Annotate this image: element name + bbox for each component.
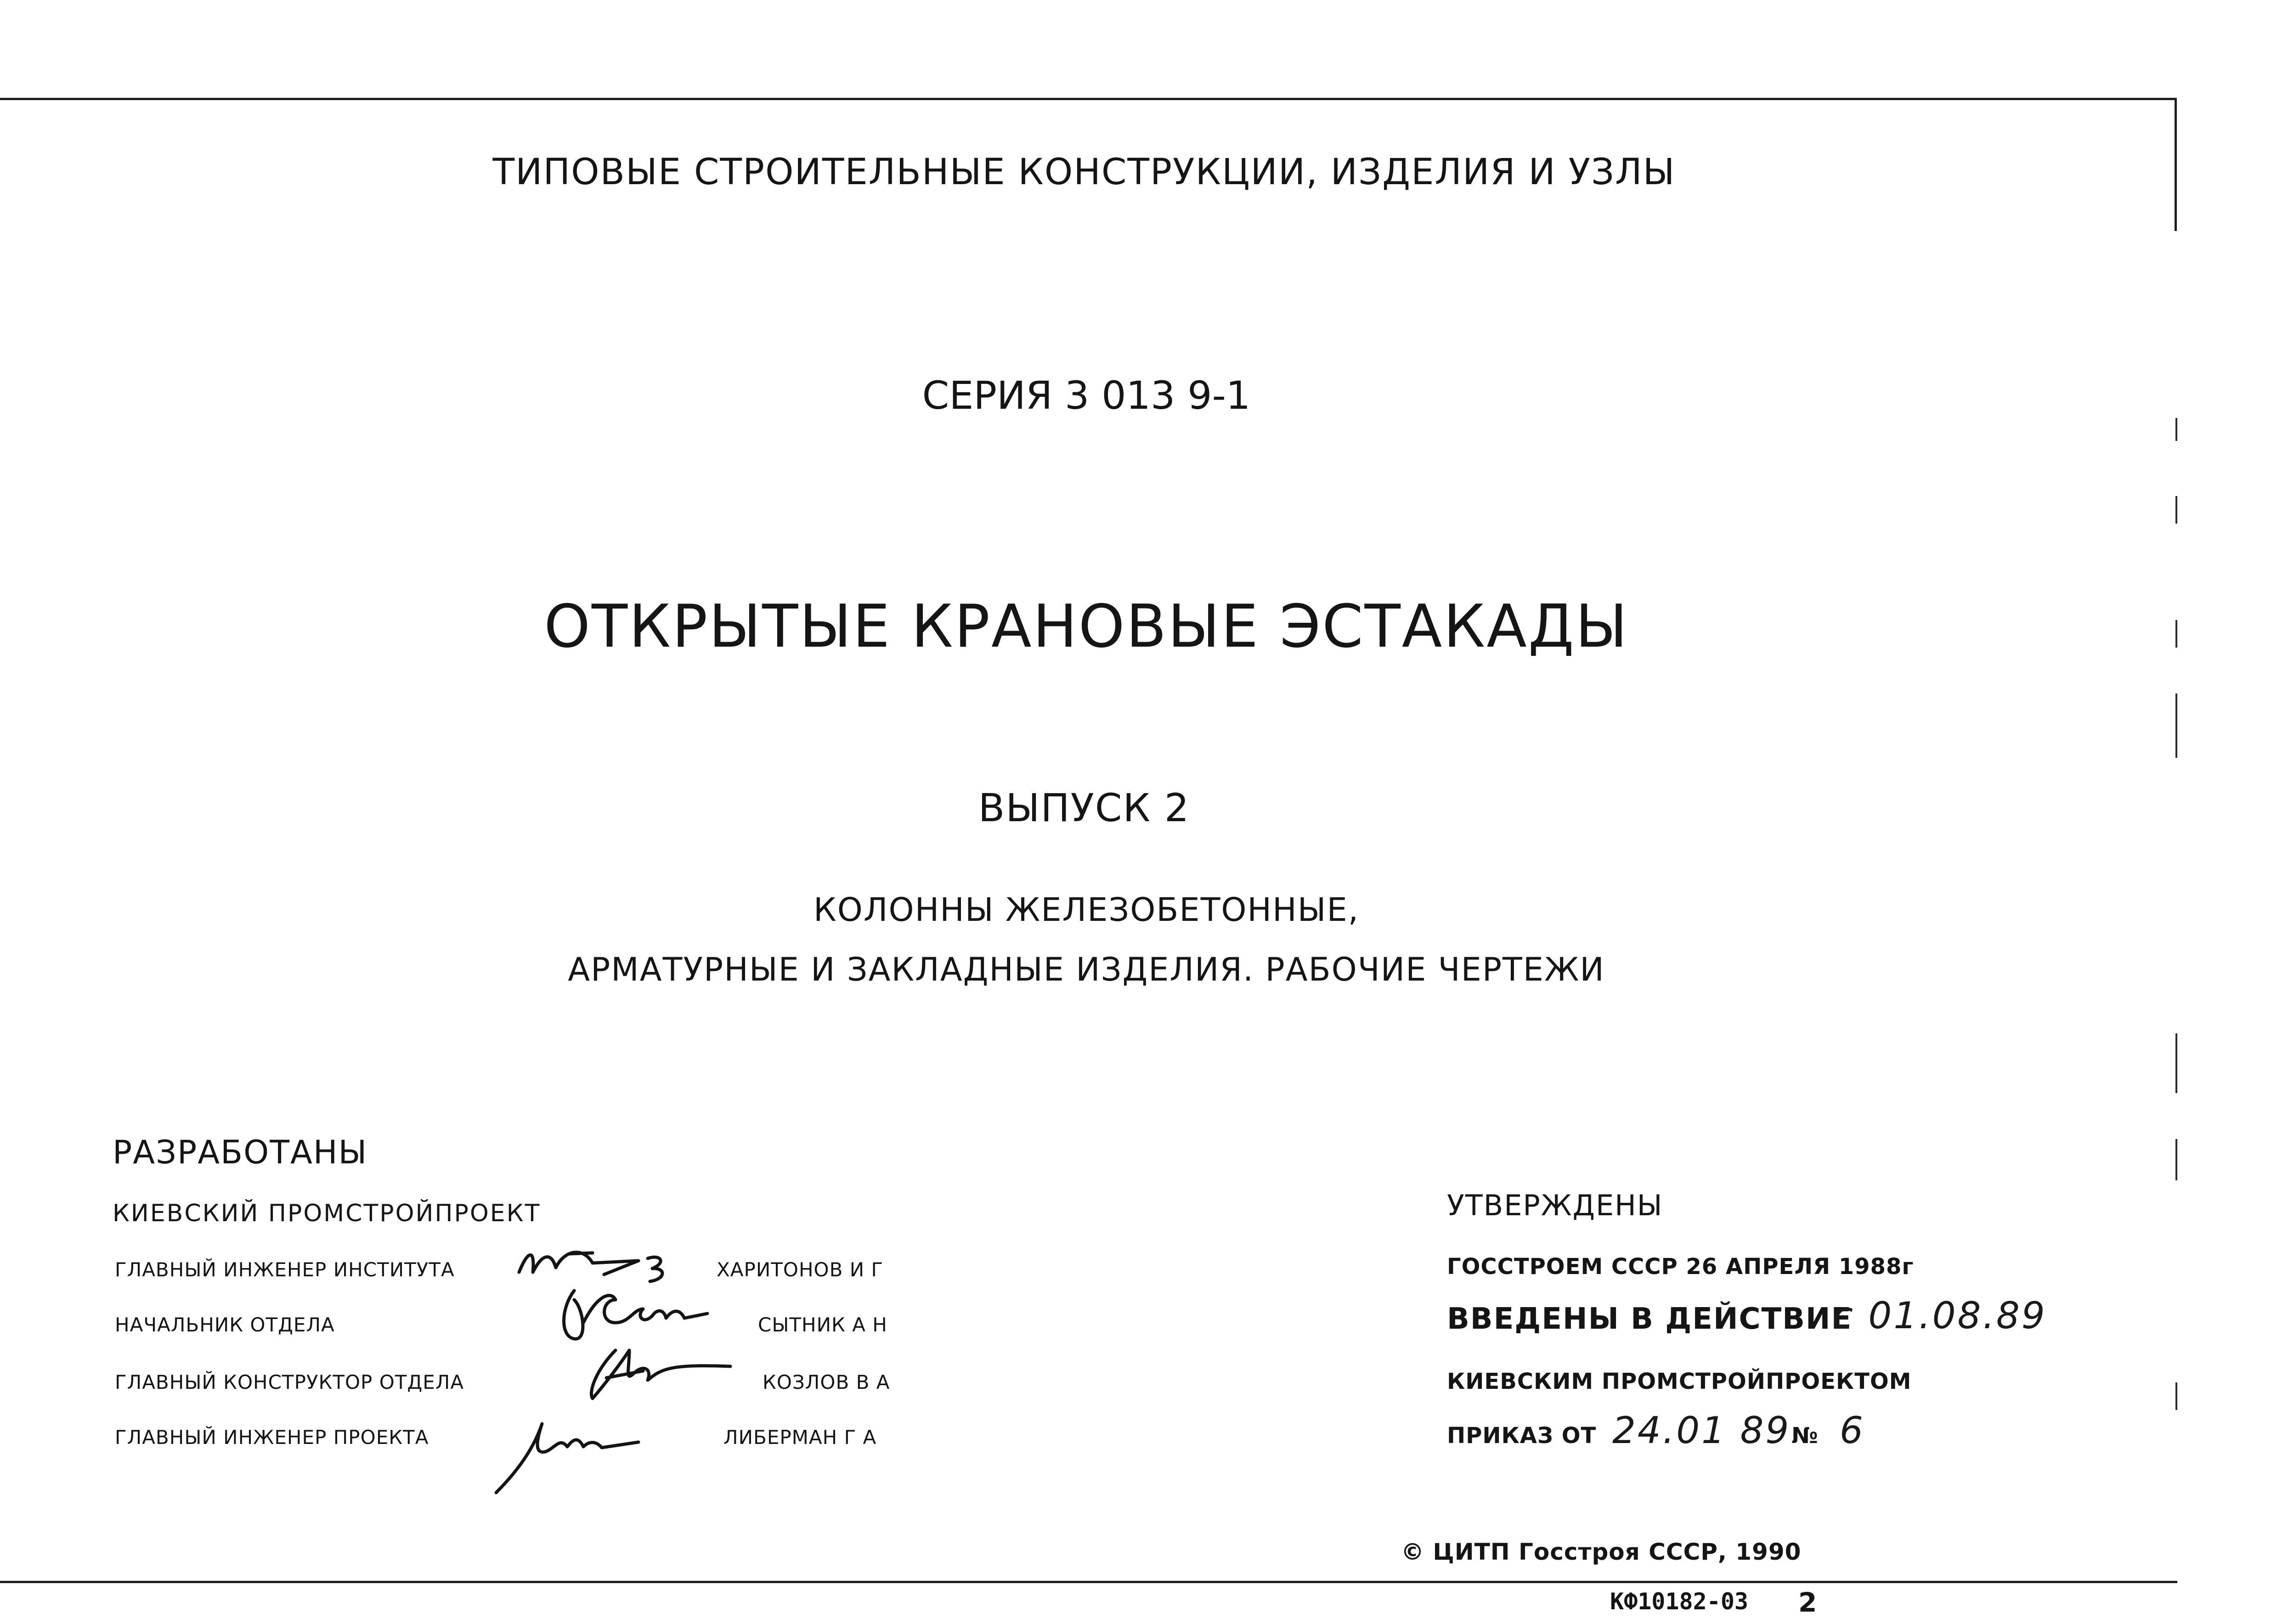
margin-tick xyxy=(2175,1382,2177,1410)
frame-top-line xyxy=(0,98,2176,100)
staff-name: ЛИБЕРМАН Г А xyxy=(723,1426,877,1449)
margin-tick xyxy=(2175,418,2177,441)
effective-label: ВВЕДЕНЫ В ДЕЙСТВИЕ xyxy=(1447,1302,1853,1336)
series-title: ТИПОВЫЕ СТРОИТЕЛЬНЫЕ КОНСТРУКЦИИ, ИЗДЕЛИЯ И УЗЛЫ xyxy=(492,152,1676,193)
staff-role: ГЛАВНЫЙ ИНЖЕНЕР ПРОЕКТА xyxy=(115,1426,429,1449)
margin-tick xyxy=(2175,496,2177,524)
order-label: ПРИКАЗ ОТ xyxy=(1447,1423,1597,1449)
developed-heading: РАЗРАБОТАНЫ xyxy=(113,1133,368,1171)
approved-by: ГОССТРОЕМ СССР 26 АПРЕЛЯ 1988г xyxy=(1447,1254,1914,1280)
signature xyxy=(556,1281,730,1346)
staff-role: ГЛАВНЫЙ ИНЖЕНЕР ИНСТИТУТА xyxy=(115,1258,455,1281)
order-date: 24.01 89 xyxy=(1612,1409,1791,1452)
frame-bottom-line xyxy=(0,1581,2177,1583)
order-number-label: № xyxy=(1791,1423,1819,1449)
approved-heading: УТВЕРЖДЕНЫ xyxy=(1447,1189,1663,1222)
margin-tick xyxy=(2175,694,2177,758)
margin-tick xyxy=(2175,1139,2177,1180)
order-number: 6 xyxy=(1840,1409,1865,1452)
signature xyxy=(579,1341,744,1405)
series-code: СЕРИЯ 3 013 9-1 xyxy=(922,373,1251,418)
frame-right-line xyxy=(2175,98,2177,231)
subtitle-line-1: КОЛОННЫ ЖЕЛЕЗОБЕТОННЫЕ, xyxy=(814,891,1359,929)
issue-number: ВЫПУСК 2 xyxy=(978,785,1190,830)
effective-date: с 01.08.89 xyxy=(1833,1294,2047,1337)
sheet-number: 2 xyxy=(1798,1587,1817,1618)
staff-name: КОЗЛОВ В А xyxy=(763,1371,890,1393)
staff-role: ГЛАВНЫЙ КОНСТРУКТОР ОТДЕЛА xyxy=(115,1371,464,1393)
approved-by-organization: КИЕВСКИМ ПРОМСТРОЙПРОЕКТОМ xyxy=(1447,1369,1912,1394)
staff-name: СЫТНИК А Н xyxy=(758,1314,887,1336)
developer-organization: КИЕВСКИЙ ПРОМСТРОЙПРОЕКТ xyxy=(113,1200,541,1227)
margin-tick xyxy=(2175,620,2177,648)
document-code: КФ10182-03 xyxy=(1610,1588,1749,1615)
staff-name: ХАРИТОНОВ И Г xyxy=(717,1258,884,1281)
margin-tick xyxy=(2175,1033,2177,1093)
main-title: ОТКРЫТЫЕ КРАНОВЫЕ ЭСТАКАДЫ xyxy=(544,592,1629,661)
copyright: © ЦИТП Госстроя СССР, 1990 xyxy=(1401,1539,1802,1565)
signature xyxy=(487,1405,661,1497)
subtitle-line-2: АРМАТУРНЫЕ И ЗАКЛАДНЫЕ ИЗДЕЛИЯ. РАБОЧИЕ ЧЕРТЕЖИ xyxy=(568,951,1605,988)
staff-role: НАЧАЛЬНИК ОТДЕЛА xyxy=(115,1314,335,1336)
